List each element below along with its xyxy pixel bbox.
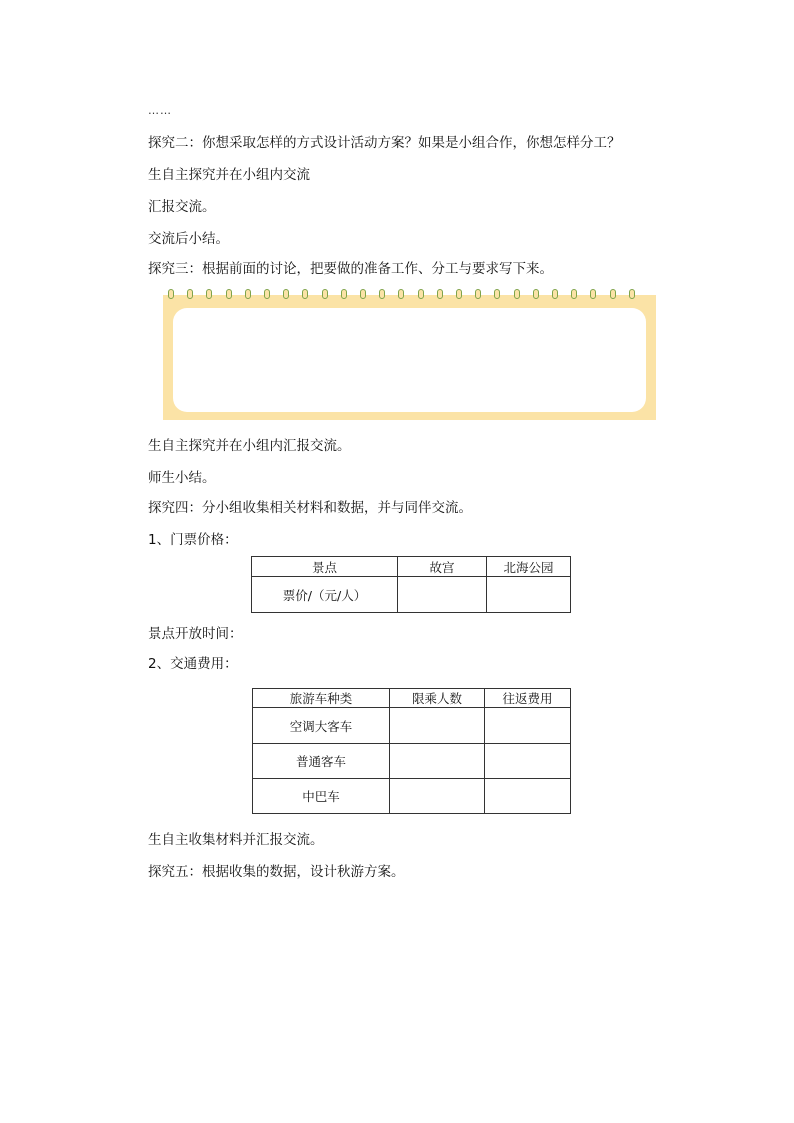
spiral-ring-icon (206, 289, 212, 299)
paragraph-report: 汇报交流。 (148, 199, 216, 215)
spiral-ring-icon (437, 289, 443, 299)
table-cell: 空调大客车 (253, 708, 390, 744)
table-cell (485, 708, 571, 744)
spiral-ring-icon (302, 289, 308, 299)
paragraph-explore-5: 探究五：根据收集的数据，设计秋游方案。 (148, 864, 405, 880)
spiral-ring-icon (264, 289, 270, 299)
table-cell: 票价/（元/人） (252, 577, 398, 613)
spiral-ring-icon (283, 289, 289, 299)
table-cell (390, 708, 485, 744)
table-header-cell: 故宫 (398, 557, 487, 577)
table-cell (487, 577, 571, 613)
paragraph-ticket-price: 1、门票价格： (148, 532, 238, 548)
spiral-ring-icon (168, 289, 174, 299)
table-header-cell: 景点 (252, 557, 398, 577)
table-cell: 普通客车 (253, 744, 390, 779)
table-cell (485, 744, 571, 779)
ellipsis: …… (148, 104, 172, 117)
spiral-ring-icon (398, 289, 404, 299)
spiral-ring-icon (514, 289, 520, 299)
table-header-cell: 北海公园 (487, 557, 571, 577)
spiral-ring-icon (571, 289, 577, 299)
paragraph-explore-3: 探究三：根据前面的讨论，把要做的准备工作、分工与要求写下来。 (148, 261, 553, 277)
table-cell (390, 744, 485, 779)
paragraph-student-explore: 生自主探究并在小组内交流 (148, 167, 310, 183)
table-row (253, 708, 571, 744)
paragraph-student-collect: 生自主收集材料并汇报交流。 (148, 832, 324, 848)
table-header-cell: 旅游车种类 (253, 689, 390, 708)
spiral-ring-icon (418, 289, 424, 299)
table-header-row (252, 557, 571, 577)
spiral-ring-icon (494, 289, 500, 299)
notebook-writing-box (163, 295, 656, 420)
spiral-ring-icon (245, 289, 251, 299)
spiral-ring-icon (533, 289, 539, 299)
spiral-ring-icon (629, 289, 635, 299)
paragraph-opening-hours: 景点开放时间： (148, 626, 243, 642)
table-header-cell: 往返费用 (485, 689, 571, 708)
table-header-cell: 限乘人数 (390, 689, 485, 708)
spiral-ring-icon (552, 289, 558, 299)
table-cell (390, 779, 485, 814)
paragraph-explore-4: 探究四：分小组收集相关材料和数据，并与同伴交流。 (148, 500, 472, 516)
table-header-row (253, 689, 571, 708)
table-cell: 中巴车 (253, 779, 390, 814)
table-cell (398, 577, 487, 613)
paragraph-teacher-summary: 师生小结。 (148, 470, 216, 486)
spiral-ring-icon (590, 289, 596, 299)
spiral-ring-icon (360, 289, 366, 299)
spiral-ring-icon (610, 289, 616, 299)
paragraph-summary: 交流后小结。 (148, 231, 229, 247)
transport-cost-table (252, 688, 571, 814)
paragraph-explore-2: 探究二：你想采取怎样的方式设计活动方案？如果是小组合作，你想怎样分工？ (148, 135, 621, 151)
table-cell (485, 779, 571, 814)
spiral-ring-icon (187, 289, 193, 299)
ticket-price-table (251, 556, 571, 613)
paragraph-student-report: 生自主探究并在小组内汇报交流。 (148, 438, 351, 454)
paragraph-transport-cost: 2、交通费用： (148, 656, 238, 672)
spiral-ring-icon (322, 289, 328, 299)
notebook-spiral-row (163, 289, 656, 303)
table-row (253, 779, 571, 814)
table-row (252, 577, 571, 613)
spiral-ring-icon (226, 289, 232, 299)
notebook-writing-area (173, 308, 646, 412)
spiral-ring-icon (379, 289, 385, 299)
table-row (253, 744, 571, 779)
spiral-ring-icon (475, 289, 481, 299)
spiral-ring-icon (456, 289, 462, 299)
spiral-ring-icon (341, 289, 347, 299)
